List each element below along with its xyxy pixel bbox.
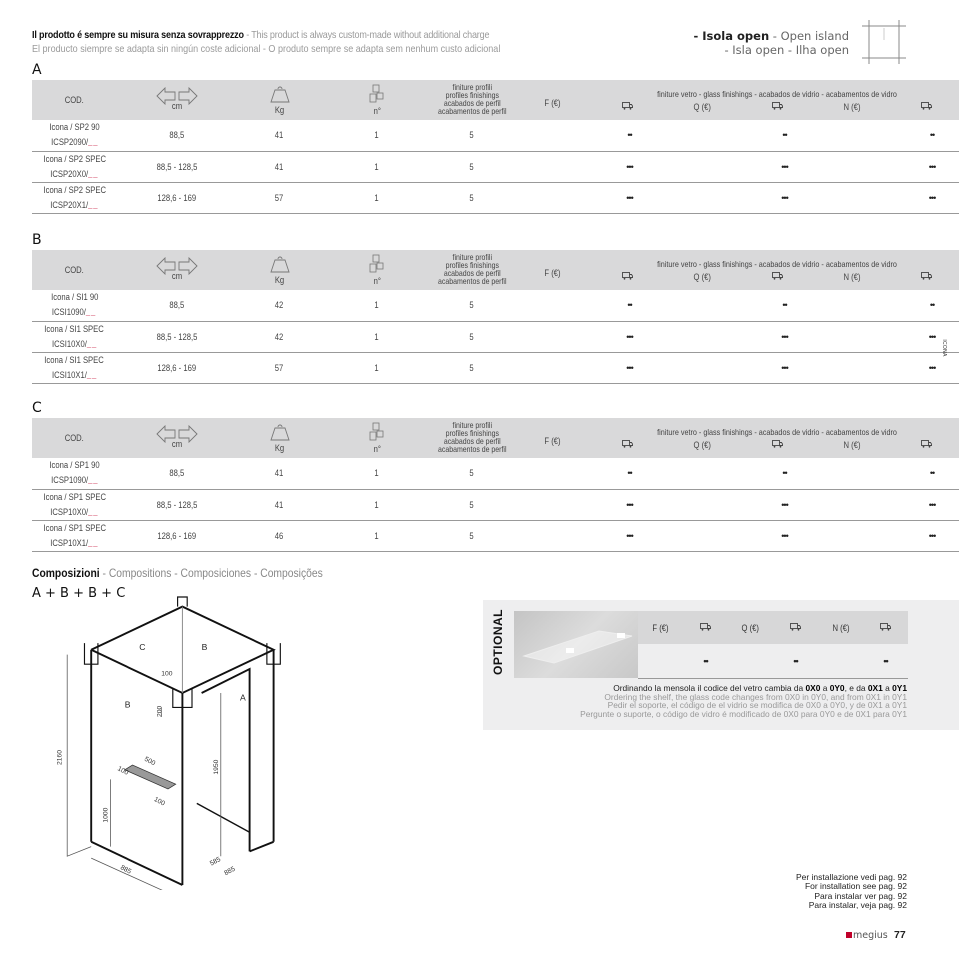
cell-f-price (512, 520, 592, 551)
cell-n-price (822, 321, 902, 352)
cell-kg: 41 (275, 499, 284, 510)
composition-formula: A + B + B + C (32, 586, 126, 601)
col-cod: COD. (64, 433, 85, 443)
col-n: n° (322, 250, 432, 290)
cell-kg: 57 (275, 192, 284, 203)
cell-f-delivery: •• (627, 130, 632, 141)
dim-top-offset: 100 (161, 670, 173, 678)
cell-n-price (822, 489, 902, 520)
truck-icon (921, 102, 932, 110)
cell-cm: 128,6 - 169 (157, 192, 197, 203)
col-f: F (€) (543, 436, 561, 446)
optional-price-value (818, 644, 863, 678)
col-finiture-profili: finiture profili profiles finishings acabados de perfil acabamentos de perfil (438, 252, 507, 287)
cell-n-price (822, 151, 902, 182)
cell-n-delivery: •• (929, 468, 935, 479)
spec-table-b (32, 250, 959, 384)
packages-icon (369, 422, 385, 442)
dim-width-left: 885 (119, 864, 133, 876)
cell-n-delivery: •• (929, 130, 935, 141)
col-n: n° (322, 80, 432, 120)
cell-q-price (667, 151, 747, 182)
cell-cm: 128,6 - 169 (157, 530, 197, 541)
cell-n-delivery: ••• (928, 362, 936, 373)
cell-code: Icona / SI1 SPEC ICSI10X1/__ (44, 354, 105, 380)
optional-note (580, 684, 907, 718)
cell-q-delivery: ••• (781, 331, 788, 342)
truck-icon (772, 102, 783, 110)
cell-profili: 5 (469, 499, 475, 510)
section-letter-b: B (32, 232, 42, 248)
brand-mark-icon (846, 932, 852, 938)
cell-code: Icona / SI1 90 ICSI1090/__ (50, 292, 99, 318)
code-suffix-placeholder: __ (87, 475, 99, 486)
cell-n-delivery: •• (929, 300, 935, 311)
code-suffix-placeholder: __ (86, 369, 98, 380)
header-italian: Il prodotto é sempre su misura senza sovrapprezzo (32, 29, 244, 41)
code-suffix-placeholder: __ (87, 137, 99, 148)
cell-n-price (822, 520, 902, 551)
optional-delivery-value: •• (793, 655, 798, 666)
cell-n-delivery: ••• (928, 331, 936, 342)
cell-n: 1 (374, 161, 380, 172)
code-suffix-placeholder: __ (88, 199, 99, 210)
cell-q-delivery: •• (782, 300, 787, 311)
optional-price-header: F (€) (652, 622, 669, 633)
cell-kg: 46 (275, 530, 284, 541)
cell-profili: 5 (469, 331, 475, 342)
dim-door-width: 585 (208, 856, 223, 868)
col-finiture-vetro: finiture vetro - glass finishings - acabados de vidrio - acabamentos de vidro Q (€) N (€) (592, 80, 959, 120)
cell-profili: 5 (469, 530, 475, 541)
truck-icon (622, 272, 633, 280)
cell-q-delivery: ••• (781, 499, 788, 510)
header-line-1 (32, 29, 489, 41)
compositions-title (32, 566, 323, 580)
weight-icon (270, 85, 290, 103)
cell-n-delivery: ••• (928, 499, 936, 510)
cell-n: 1 (374, 192, 380, 203)
cell-n-price (822, 290, 902, 321)
optional-note-italian: Ordinando la mensola il codice del vetro cambia da 0X0 a 0Y0, e da 0X1 a 0Y1 (613, 683, 907, 693)
cell-n-price (822, 352, 902, 383)
island-caption (694, 29, 850, 57)
table-row (32, 458, 959, 489)
dim-bracket: 200 (156, 705, 164, 717)
cell-n-price (822, 182, 902, 213)
cell-n: 1 (374, 530, 380, 541)
cell-f-price (512, 290, 592, 321)
cell-q-delivery: ••• (781, 161, 788, 172)
cell-f-delivery: ••• (626, 362, 633, 373)
cell-kg: 41 (275, 468, 284, 479)
island-english: - Open island (769, 29, 849, 43)
dim-shelf-depth-2: 100 (152, 796, 166, 808)
cell-f-price (512, 321, 592, 352)
optional-price-value (728, 644, 773, 678)
truck-icon (921, 272, 932, 280)
cell-q-price (667, 321, 747, 352)
cell-code: Icona / SI1 SPEC ICSI10X0/__ (44, 323, 105, 349)
cell-f-price (512, 489, 592, 520)
cell-q-delivery: •• (782, 130, 787, 141)
drawing-label-c: C (139, 641, 146, 652)
cell-profili: 5 (469, 362, 475, 373)
truck-icon (772, 272, 783, 280)
truck-icon (880, 623, 891, 631)
col-cm: cm (117, 80, 237, 120)
cell-profili: 5 (469, 300, 475, 311)
table-row (32, 321, 959, 352)
col-f: F (€) (543, 268, 561, 278)
optional-delivery-value: •• (883, 655, 888, 666)
cell-cm: 88,5 - 128,5 (156, 331, 198, 342)
truck-icon (921, 440, 932, 448)
cell-q-price (667, 489, 747, 520)
cell-kg: 41 (275, 161, 284, 172)
cell-f-price (512, 352, 592, 383)
cell-cm: 88,5 (169, 468, 185, 479)
cell-f-delivery: ••• (626, 192, 633, 203)
optional-delivery-header (863, 611, 908, 644)
cell-q-price (667, 182, 747, 213)
shower-isometric-drawing (48, 592, 288, 890)
cell-f-delivery: ••• (626, 161, 633, 172)
cell-code: Icona / SP1 SPEC ICSP10X0/__ (43, 491, 106, 517)
code-suffix-placeholder: __ (86, 307, 97, 318)
cell-code: Icona / SP2 90 ICSP2090/__ (49, 122, 100, 148)
col-cod: COD. (64, 95, 85, 105)
cell-f-delivery: •• (627, 300, 632, 311)
optional-label (487, 610, 509, 674)
table-row (32, 290, 959, 321)
header-line-2: El producto siempre se adapta sin ningún coste adicional - O produto sempre se adapta sem nenhum custo adicional (32, 43, 501, 55)
truck-icon (700, 623, 711, 631)
shelf-image (514, 611, 638, 678)
optional-header-row (638, 611, 908, 644)
drawing-label-b-side: B (124, 699, 131, 710)
cell-f-price (512, 458, 592, 489)
brand-logo (846, 930, 888, 941)
cell-q-price (667, 520, 747, 551)
cell-code: Icona / SP1 90 ICSP1090/__ (49, 460, 100, 486)
optional-price-header: N (€) (832, 622, 849, 633)
cell-q-price (667, 120, 747, 151)
col-kg: Kg (237, 250, 322, 290)
dim-total-height: 2160 (56, 750, 64, 765)
truck-icon (622, 102, 633, 110)
col-finiture-profili: finiture profili profiles finishings acabados de perfil acabamentos de perfil (438, 82, 507, 117)
table-row (32, 520, 959, 551)
cell-kg: 42 (275, 300, 284, 311)
col-n: n° (322, 418, 432, 458)
spec-table-a (32, 80, 959, 214)
cell-code: Icona / SP1 SPEC ICSP10X1/__ (43, 522, 106, 548)
cell-q-delivery: ••• (781, 530, 788, 541)
cell-cm: 88,5 - 128,5 (156, 161, 198, 172)
island-es-pt: - Isla open - Ilha open (724, 43, 849, 57)
optional-note-portuguese: Pergunte o suporte, o código de vidro é modificado de 0X0 para 0Y0 e de 0X1 para 0Y1 (580, 708, 907, 719)
installation-note (796, 873, 907, 910)
cell-f-price (512, 182, 592, 213)
install-italian: Per installazione vedi pag. 92 (795, 872, 907, 882)
cell-q-price (667, 352, 747, 383)
truck-icon (622, 440, 633, 448)
cell-profili: 5 (469, 161, 475, 172)
island-italian: - Isola open (693, 29, 770, 43)
dim-width-right: 885 (223, 865, 237, 878)
cell-f-price (512, 120, 592, 151)
dim-door-height: 1950 (212, 759, 220, 775)
table-header-row (32, 250, 959, 290)
code-suffix-placeholder: __ (88, 506, 99, 517)
cell-f-delivery: ••• (626, 499, 633, 510)
cell-q-price (667, 290, 747, 321)
code-suffix-placeholder: __ (88, 537, 99, 548)
cell-n: 1 (374, 468, 380, 479)
cell-kg: 41 (275, 130, 284, 141)
cell-cm: 88,5 (169, 130, 185, 141)
col-cm: cm (117, 250, 237, 290)
col-cm: cm (117, 418, 237, 458)
spec-table-c (32, 418, 959, 552)
truck-icon (772, 440, 783, 448)
table-row (32, 489, 959, 520)
optional-label-text: OPTIONAL (491, 609, 505, 675)
truck-icon (790, 623, 801, 631)
cell-f-delivery: ••• (626, 530, 633, 541)
col-kg: Kg (237, 418, 322, 458)
dim-shelf-height: 1000 (102, 807, 110, 823)
code-suffix-placeholder: __ (88, 168, 99, 179)
cell-kg: 42 (275, 331, 284, 342)
weight-icon (270, 423, 290, 441)
optional-value-row (638, 644, 908, 678)
cell-profili: 5 (469, 192, 475, 203)
col-f: F (€) (543, 98, 561, 108)
page-number: 77 (894, 929, 906, 941)
install-portuguese: Para instalar, veja pag. 92 (808, 899, 907, 910)
drawing-label-b-top: B (201, 641, 208, 652)
cell-n-price (822, 120, 902, 151)
cell-n-delivery: ••• (928, 530, 936, 541)
cell-n-price (822, 458, 902, 489)
cell-code: Icona / SP2 SPEC ICSP20X0/__ (43, 153, 106, 179)
cell-q-delivery: •• (782, 468, 787, 479)
side-tab-label: ICONA (941, 339, 947, 357)
optional-delivery-value: •• (703, 655, 708, 666)
table-header-row (32, 80, 959, 120)
header-english: - This product is always custom-made without additional charge (243, 29, 490, 41)
table-row (32, 182, 959, 213)
cell-f-delivery: •• (627, 468, 632, 479)
cell-n: 1 (374, 362, 380, 373)
cell-q-price (667, 458, 747, 489)
optional-price-table (638, 611, 908, 679)
install-spanish: Para instalar ver pag. 92 (814, 890, 907, 901)
optional-note-english: Ordering the shelf, the glass code changes from 0X0 in 0Y0, and from 0X1 in 0Y1 (604, 691, 907, 702)
compositions-title-italian: Composizioni (32, 566, 100, 580)
code-suffix-placeholder: __ (86, 338, 98, 349)
dim-shelf-depth-1: 100 (116, 765, 130, 777)
table-row (32, 120, 959, 151)
cell-n: 1 (374, 300, 380, 311)
optional-price-header: Q (€) (741, 622, 760, 633)
optional-note-spanish: Pedir el soporte, el código de el vidrio se modifica de 0X0 a 0Y0, y de 0X1 a 0Y1 (607, 700, 907, 711)
packages-icon (369, 254, 385, 274)
cell-n: 1 (374, 499, 380, 510)
weight-icon (270, 255, 290, 273)
cell-q-delivery: ••• (781, 192, 788, 203)
cell-q-delivery: ••• (781, 362, 788, 373)
table-row (32, 352, 959, 383)
cell-kg: 57 (275, 362, 284, 373)
col-kg: Kg (237, 80, 322, 120)
plan-square-icon (862, 20, 906, 64)
install-english: For installation see pag. 92 (804, 881, 907, 892)
section-letter-a: A (32, 62, 42, 78)
table-row (32, 151, 959, 182)
optional-delivery-header (773, 611, 818, 644)
cell-cm: 88,5 (169, 300, 185, 311)
cell-profili: 5 (469, 468, 475, 479)
cell-cm: 128,6 - 169 (157, 362, 197, 373)
cell-n: 1 (374, 130, 380, 141)
col-finiture-profili: finiture profili profiles finishings acabados de perfil acabamentos de perfil (438, 420, 507, 455)
cell-cm: 88,5 - 128,5 (156, 499, 198, 510)
table-header-row (32, 418, 959, 458)
optional-delivery-header (683, 611, 728, 644)
cell-n-delivery: ••• (928, 192, 936, 203)
cell-n: 1 (374, 331, 380, 342)
optional-price-value (638, 644, 683, 678)
cell-code: Icona / SP2 SPEC ICSP20X1/__ (43, 184, 106, 210)
col-finiture-vetro: finiture vetro - glass finishings - acabados de vidrio - acabamentos de vidro Q (€) N (€) (592, 418, 959, 458)
packages-icon (369, 84, 385, 104)
col-finiture-vetro: finiture vetro - glass finishings - acabados de vidrio - acabamentos de vidro Q (€) N (€) (592, 250, 959, 290)
side-tab (936, 333, 952, 363)
cell-n-delivery: ••• (928, 161, 936, 172)
cell-f-price (512, 151, 592, 182)
dim-shelf-length: 500 (143, 755, 157, 768)
compositions-title-translations: - Compositions - Composiciones - Composições (99, 566, 323, 580)
cell-profili: 5 (469, 130, 475, 141)
brand-name: megius (853, 930, 888, 941)
section-letter-c: C (32, 400, 42, 416)
drawing-label-a: A (240, 692, 246, 703)
col-cod: COD. (64, 265, 85, 275)
cell-f-delivery: ••• (626, 331, 633, 342)
